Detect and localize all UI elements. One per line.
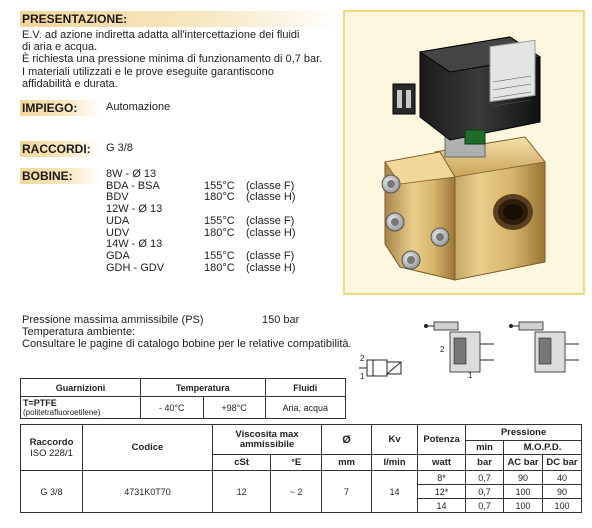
port-label: 2 xyxy=(360,354,365,363)
cell-watt: 12* xyxy=(418,485,466,499)
table-row xyxy=(21,471,582,485)
presentazione-line: I materiali utilizzati e le prove eseguite garantiscono xyxy=(22,65,274,78)
h-mopd: M.O.P.D. xyxy=(504,441,582,455)
bobina-name: UDV xyxy=(106,226,130,239)
cell-ac: 90 xyxy=(504,471,543,485)
port-label: 1 xyxy=(468,371,473,380)
solenoid-valve-photo xyxy=(345,12,583,293)
h-raccordo-label: Raccordo xyxy=(29,436,74,448)
cell-kv: 14 xyxy=(372,471,418,513)
cell-guarnizione xyxy=(21,397,141,419)
h-kv: Kv xyxy=(372,425,418,455)
presentazione-heading: PRESENTAZIONE: xyxy=(20,11,340,27)
bobina-temp: 180°C xyxy=(204,226,235,239)
cell-min: 0,7 xyxy=(466,499,504,513)
raccordi-heading: RACCORDI: xyxy=(20,141,100,157)
h-potenza: Potenza xyxy=(418,425,466,455)
h-e: °E xyxy=(271,455,322,471)
presentazione-line: E.V. ad azione indiretta adatta all'intercettazione dei fluidi xyxy=(22,29,300,41)
h-watt: watt xyxy=(418,455,466,471)
cell-tmin: - 40°C xyxy=(141,397,204,419)
pressione-label: Pressione massima ammissibile (PS) xyxy=(22,314,204,326)
impiego-value: Automazione xyxy=(106,101,171,113)
cell-min: 0,7 xyxy=(466,471,504,485)
cell-watt: 14 xyxy=(418,499,466,513)
h-acbar: AC bar xyxy=(504,455,543,471)
cell-dc: 100 xyxy=(543,499,582,513)
cell-dc: 40 xyxy=(543,471,582,485)
col-temperatura: Temperatura xyxy=(141,379,266,397)
bobina-classe: (classe F) xyxy=(246,214,295,227)
impiego-heading: IMPIEGO: xyxy=(20,100,100,116)
presentazione-line: affidabilità e durata. xyxy=(22,77,118,90)
h-codice: Codice xyxy=(83,425,213,471)
bobina-name: GDA xyxy=(106,249,130,262)
presentazione-line: È richiesta una pressione minima di funzionamento di 0,7 bar. xyxy=(22,53,323,66)
cell-fluidi: Aria, acqua xyxy=(265,397,345,419)
h-min: min xyxy=(466,441,504,455)
bobine-heading: BOBINE: xyxy=(20,168,100,184)
valve-section-diagram xyxy=(420,310,500,380)
cell-codice: 4731K0T70 xyxy=(83,471,213,513)
raccordi-value: G 3/8 xyxy=(106,142,133,154)
guarnizione-value: T=PTFE xyxy=(23,397,57,408)
h-bar: bar xyxy=(466,455,504,471)
cell-dc: 90 xyxy=(543,485,582,499)
cell-watt: 8* xyxy=(418,471,466,485)
pressione-note: Consultare le pagine di catalogo bobine per le relative compatibilità. xyxy=(22,338,352,350)
cell-raccordo: G 3/8 xyxy=(21,471,83,513)
cell-ac: 100 xyxy=(504,499,543,513)
bobina-classe: (classe F) xyxy=(246,179,295,192)
col-guarnizioni: Guarnizioni xyxy=(21,379,141,397)
col-fluidi: Fluidi xyxy=(265,379,345,397)
temperatura-label: Temperatura ambiente: xyxy=(22,326,136,338)
bobina-name: 8W - Ø 13 xyxy=(106,168,157,180)
bobina-classe: (classe H) xyxy=(246,191,296,204)
bobina-name: 12W - Ø 13 xyxy=(106,203,163,216)
cell-tmax: +98°C xyxy=(203,397,265,419)
presentazione-text xyxy=(22,29,338,90)
h-pressione: Pressione xyxy=(466,425,582,441)
bobina-classe: (classe F) xyxy=(246,249,295,262)
bobina-classe: (classe H) xyxy=(246,226,296,239)
bobina-temp: 180°C xyxy=(204,261,235,274)
h-dcbar: DC bar xyxy=(543,455,582,471)
bobina-name: BDA - BSA xyxy=(106,179,160,192)
cell-diam: 7 xyxy=(322,471,372,513)
valve-symbol xyxy=(345,352,415,382)
bobina-name: BDV xyxy=(106,191,129,204)
cell-ac: 100 xyxy=(504,485,543,499)
gaskets-table xyxy=(20,378,346,419)
h-cst: cSt xyxy=(213,455,271,471)
h-diam: Ø xyxy=(322,425,372,455)
product-photo-frame xyxy=(343,10,585,295)
h-lmin: l/min xyxy=(372,455,418,471)
guarnizione-sub: (politetrafluoroetilene) xyxy=(23,407,101,417)
bobina-temp: 180°C xyxy=(204,191,235,204)
bobina-classe: (classe H) xyxy=(246,261,296,274)
bobina-name: 14W - Ø 13 xyxy=(106,238,163,251)
h-viscosita: Viscosita max ammissibile xyxy=(213,425,322,455)
h-raccordo-sub: ISO 228/1 xyxy=(30,447,73,459)
pressione-value: 150 bar xyxy=(262,314,300,326)
bobina-row xyxy=(106,216,326,228)
bobina-temp: 155°C xyxy=(204,249,235,262)
valve-section-diagram xyxy=(505,310,585,380)
cell-e: ~ 2 xyxy=(271,471,322,513)
cell-cst: 12 xyxy=(213,471,271,513)
cell-min: 0,7 xyxy=(466,485,504,499)
bobina-name: UDA xyxy=(106,214,130,227)
port-label: 2 xyxy=(440,345,445,354)
bobina-name: GDH - GDV xyxy=(106,261,165,274)
specs-table xyxy=(20,424,582,513)
bobina-temp: 155°C xyxy=(204,214,235,227)
port-label: 1 xyxy=(360,372,365,381)
h-raccordo xyxy=(21,425,83,471)
h-mm: mm xyxy=(322,455,372,471)
presentazione-line: di aria e acqua. xyxy=(22,41,98,54)
bobina-temp: 155°C xyxy=(204,179,235,192)
bobina-row xyxy=(106,263,326,275)
